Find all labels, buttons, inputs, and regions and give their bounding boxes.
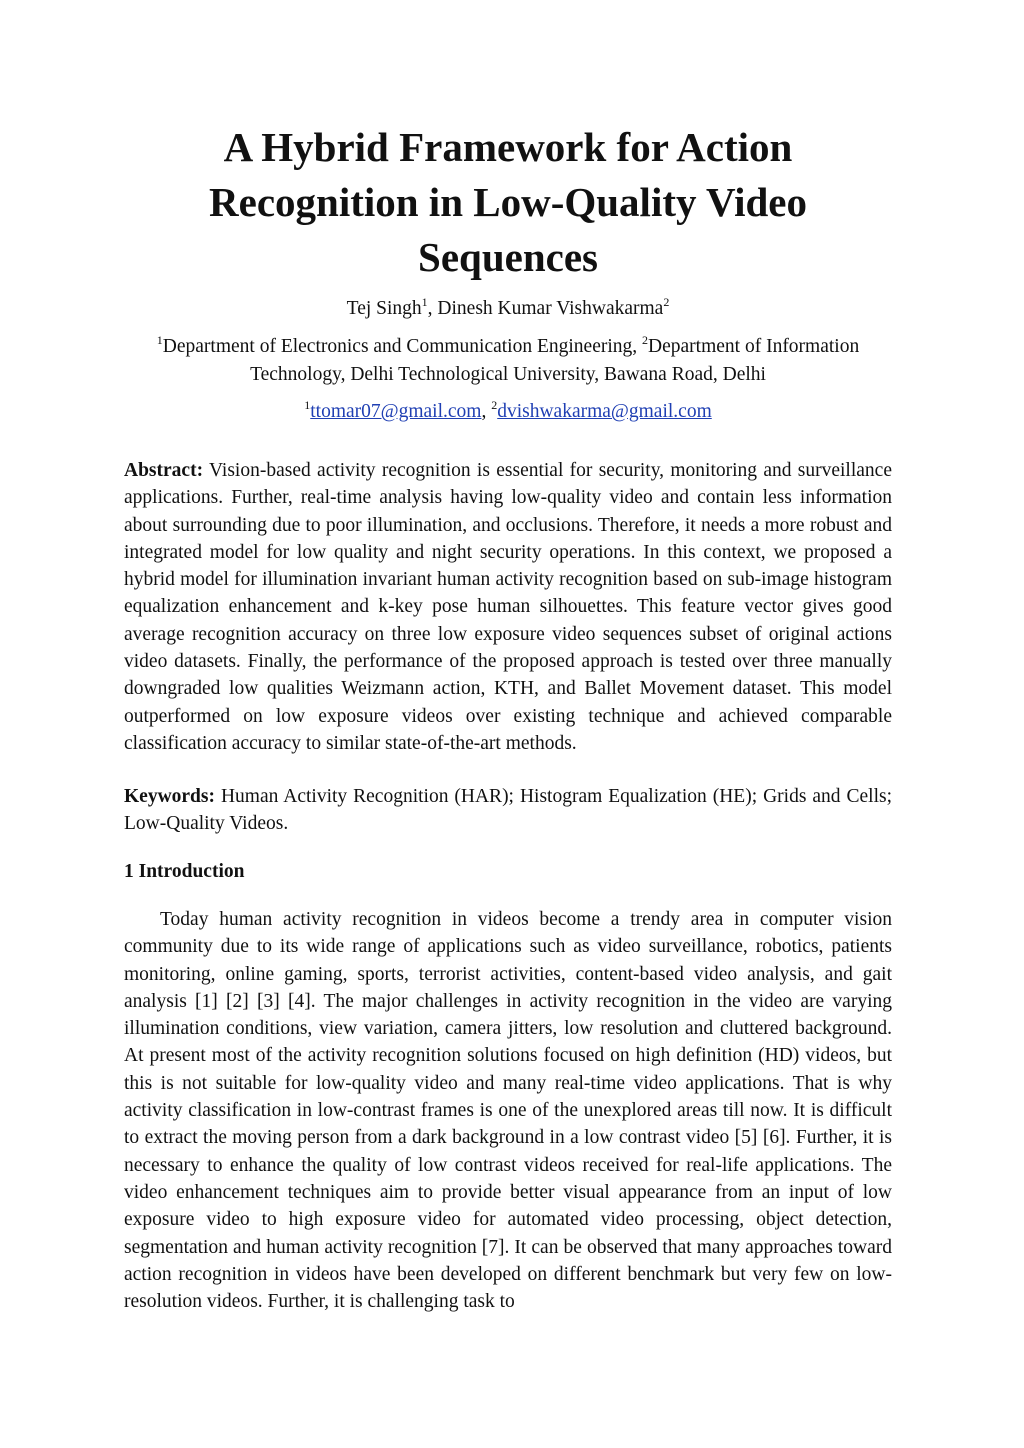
email-link[interactable]: ttomar07@gmail.com: [310, 401, 482, 422]
author-affiliation-mark: 2: [663, 295, 670, 309]
affiliation-mark: 1: [156, 333, 163, 347]
author-affiliation-mark: 1: [421, 295, 428, 309]
keywords-text: Human Activity Recognition (HAR); Histogram Equalization (HE); Grids and Cells; Low-Quality Videos.: [124, 786, 892, 835]
email-affiliation-mark: 1: [304, 398, 311, 412]
abstract-label: Abstract:: [124, 460, 204, 481]
introduction-paragraph: Today human activity recognition in videos become a trendy area in computer vision community due to its wide range of applications such as video surveillance, robotics, patients monitoring, online gaming, sports, terrorist activities, content-based video analysis, and gait analysis [1] [2] [3] [4]. The major challenges in activity recognition in the video are varying illumination conditions, view variation, camera jitters, low resolution and cluttered background. At present most of the activity recognition solutions focused on high definition (HD) videos, but this is not suitable for low-quality video and many real-time video applications. That is why activity classification in low-contrast frames is one of the unexplored areas till now. It is difficult to extract the moving person from a dark background in a low contrast video [5] [6]. Further, it is necessary to enhance the quality of low contrast videos received for real-life applications. The video enhancement techniques aim to provide better visual appearance from an input of low exposure video to high exposure video for automated video processing, object detection, segmentation and human activity recognition [7]. It can be observed that many approaches toward action recognition in videos have been developed on different benchmark but very few on low-resolution videos. Further, it is challenging task to: [124, 909, 892, 1313]
author-list: [124, 294, 892, 324]
affiliation-text: Department of Electronics and Communication Engineering,: [162, 336, 643, 357]
affiliation-mark: 2: [642, 333, 649, 347]
abstract-text: Vision-based activity recognition is essential for security, monitoring and surveillance applications. Further, real-time analysis having low-quality video and contain less information about surrounding due to poor illumination, and occlusions. Therefore, it needs a more robust and integrated model for low quality and night security operations. In this context, we proposed a hybrid model for illumination invariant human activity recognition based on sub-image histogram equalization enhancement and k-key pose human silhouettes. This feature vector gives good average recognition accuracy on three low exposure video sequences subset of original actions video datasets. Finally, the performance of the proposed approach is tested over three manually downgraded low qualities Weizmann action, KTH, and Ballet Movement dataset. This model outperformed on low exposure videos over existing technique and achieved comparable classification accuracy to similar state-of-the-art methods.: [124, 460, 892, 754]
author-name: Dinesh Kumar Vishwakarma: [437, 298, 664, 319]
email-link[interactable]: dvishwakarma@gmail.com: [497, 401, 712, 422]
email-separator: ,: [481, 401, 492, 422]
affiliations: [114, 333, 902, 389]
keywords-label: Keywords:: [124, 786, 215, 807]
author-name: Tej Singh: [346, 298, 422, 319]
author-separator: ,: [427, 298, 438, 319]
keywords: [124, 783, 892, 838]
paper-title: A Hybrid Framework for Action Recognition in Low-Quality Video Sequences: [209, 124, 807, 280]
affiliation-text: Department of Information Technology, Delhi Technological University, Bawana Road, Delhi: [250, 336, 860, 385]
author-emails: [124, 397, 892, 427]
section-heading: 1 Introduction: [124, 861, 245, 882]
email-affiliation-mark: 2: [491, 398, 498, 412]
abstract: [124, 457, 892, 757]
